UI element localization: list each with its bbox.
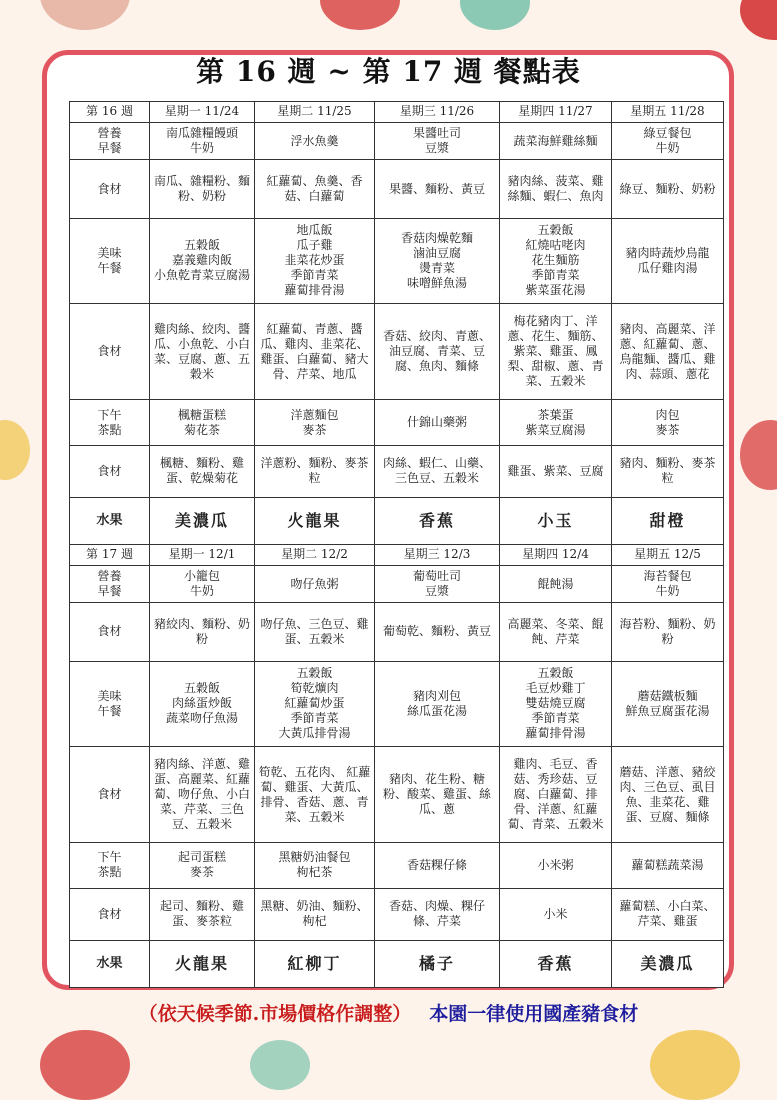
menu-cell: 豬肉絲、菠菜、雞絲麵、蝦仁、魚肉 (500, 160, 612, 218)
day-header: 星期五 11/28 (612, 102, 724, 123)
snack-row (70, 843, 724, 889)
ornament-decoration (650, 1030, 740, 1100)
menu-cell: 雞肉絲、絞肉、醬瓜、小魚乾、小白菜、豆腐、蔥、五穀米 (150, 304, 255, 400)
menu-cell: 黑糖奶油餐包 枸杞茶 (255, 843, 375, 889)
day-header: 星期二 11/25 (255, 102, 375, 123)
meal-table (69, 101, 724, 988)
domestic-pork-note: 本園一律使用國產豬食材 (429, 1003, 639, 1025)
menu-cell: 高麗菜、冬菜、餛飩、芹菜 (500, 603, 612, 661)
menu-cell: 洋蔥麵包 麥茶 (255, 400, 375, 446)
menu-cell: 豬肉絲、洋蔥、雞蛋、高麗菜、紅蘿蔔、吻仔魚、小白菜、芹菜、三色豆、五穀米 (150, 747, 255, 843)
row-label: 水果 (70, 498, 150, 545)
fruit-cell: 美濃瓜 (612, 940, 724, 987)
menu-cell: 雞蛋、紫菜、豆腐 (500, 445, 612, 497)
row-label: 下午 茶點 (70, 843, 150, 889)
menu-cell: 南瓜、雜糧粉、麵粉、奶粉 (150, 160, 255, 218)
menu-cell: 洋蔥粉、麵粉、麥茶粒 (255, 445, 375, 497)
menu-cell: 南瓜雜糧饅頭 牛奶 (150, 122, 255, 160)
menu-cell: 豬肉刈包 絲瓜蛋花湯 (375, 661, 500, 746)
breakfast-row (70, 122, 724, 160)
menu-cell: 蘑菇鐵板麵 鮮魚豆腐蛋花湯 (612, 661, 724, 746)
menu-cell: 紅蘿蔔、青蔥、醬瓜、雞肉、韭菜花、雞蛋、白蘿蔔、豬大骨、芹菜、地瓜 (255, 304, 375, 400)
menu-cell: 豬肉、麵粉、麥茶粒 (612, 445, 724, 497)
lunch-row (70, 218, 724, 303)
day-header: 星期三 12/3 (375, 544, 500, 565)
breakfast-ingredients-row (70, 160, 724, 218)
snack-ingredients-row (70, 445, 724, 497)
menu-cell: 蘿蔔糕蔬菜湯 (612, 843, 724, 889)
menu-cell: 五穀飯 肉絲蛋炒飯 蔬菜吻仔魚湯 (150, 661, 255, 746)
week-label: 第 16 週 (70, 102, 150, 123)
week16-header-row (70, 102, 724, 123)
day-header: 星期五 12/5 (612, 544, 724, 565)
menu-cell: 楓糖蛋糕 菊花茶 (150, 400, 255, 446)
menu-cell: 小米 (500, 888, 612, 940)
fruit-cell: 火龍果 (150, 940, 255, 987)
ornament-decoration (460, 0, 530, 30)
menu-cell: 豬肉、高麗菜、洋蔥、紅蘿蔔、蔥、烏龍麵、醬瓜、雞肉、蒜頭、蔥花 (612, 304, 724, 400)
menu-cell: 海苔粉、麵粉、奶粉 (612, 603, 724, 661)
fruit-cell: 甜橙 (612, 498, 724, 545)
fruit-cell: 香蕉 (375, 498, 500, 545)
ornament-decoration (250, 1040, 310, 1090)
row-label: 下午 茶點 (70, 400, 150, 446)
menu-cell: 豬絞肉、麵粉、奶粉 (150, 603, 255, 661)
menu-cell: 楓糖、麵粉、雞蛋、乾燥菊花 (150, 445, 255, 497)
row-label: 營養 早餐 (70, 565, 150, 603)
day-header: 星期二 12/2 (255, 544, 375, 565)
menu-cell: 什錦山藥粥 (375, 400, 500, 446)
day-header: 星期一 12/1 (150, 544, 255, 565)
fruit-row (70, 940, 724, 987)
menu-cell: 葡萄吐司 豆漿 (375, 565, 500, 603)
menu-cell: 綠豆餐包 牛奶 (612, 122, 724, 160)
menu-cell: 小籠包 牛奶 (150, 565, 255, 603)
ornament-decoration (320, 0, 400, 30)
menu-cell: 五穀飯 毛豆炒雞丁 雙菇燒豆腐 季節青菜 蘿蔔排骨湯 (500, 661, 612, 746)
menu-cell: 五穀飯 筍乾爌肉 紅蘿蔔炒蛋 季節青菜 大黃瓜排骨湯 (255, 661, 375, 746)
fruit-cell: 香蕉 (500, 940, 612, 987)
menu-cell: 小米粥 (500, 843, 612, 889)
menu-cell: 浮水魚羹 (255, 122, 375, 160)
menu-cell: 果醬、麵粉、黃豆 (375, 160, 500, 218)
row-label: 美味 午餐 (70, 218, 150, 303)
menu-cell: 蘿蔔糕、小白菜、芹菜、雞蛋 (612, 888, 724, 940)
fruit-cell: 紅柳丁 (255, 940, 375, 987)
menu-cell: 雞肉、毛豆、香菇、秀珍菇、豆腐、白蘿蔔、排骨、洋蔥、紅蘿蔔、青菜、五穀米 (500, 747, 612, 843)
ornament-decoration (40, 0, 130, 30)
footer (0, 999, 777, 1026)
row-label: 食材 (70, 304, 150, 400)
menu-cell: 蘑菇、洋蔥、豬絞肉、三色豆、虱目魚、韭菜花、雞蛋、豆腐、麵條 (612, 747, 724, 843)
ornament-decoration (740, 420, 777, 490)
menu-cell: 梅花豬肉丁、洋蔥、花生、麵筋、紫菜、雞蛋、鳳梨、甜椒、蔥、青菜、五穀米 (500, 304, 612, 400)
fruit-row (70, 498, 724, 545)
fruit-cell: 美濃瓜 (150, 498, 255, 545)
menu-cell: 五穀飯 嘉義雞肉飯 小魚乾青菜豆腐湯 (150, 218, 255, 303)
menu-cell: 吻仔魚、三色豆、雞蛋、五穀米 (255, 603, 375, 661)
lunch-row (70, 661, 724, 746)
menu-cell: 海苔餐包 牛奶 (612, 565, 724, 603)
menu-cell: 茶葉蛋 紫菜豆腐湯 (500, 400, 612, 446)
row-label: 食材 (70, 888, 150, 940)
day-header: 星期四 11/27 (500, 102, 612, 123)
page-title: 第 16 週 ~ 第 17 週 餐點表 (196, 55, 581, 88)
menu-cell: 地瓜飯 瓜子雞 韭菜花炒蛋 季節青菜 蘿蔔排骨湯 (255, 218, 375, 303)
menu-cell: 葡萄乾、麵粉、黃豆 (375, 603, 500, 661)
row-label: 美味 午餐 (70, 661, 150, 746)
fruit-cell: 橘子 (375, 940, 500, 987)
snack-row (70, 400, 724, 446)
menu-cell: 肉包 麥茶 (612, 400, 724, 446)
lunch-ingredients-row (70, 304, 724, 400)
menu-cell: 起司蛋糕 麥茶 (150, 843, 255, 889)
day-header: 星期三 11/26 (375, 102, 500, 123)
snack-ingredients-row (70, 888, 724, 940)
menu-cell: 紅蘿蔔、魚羹、香菇、白蘿蔔 (255, 160, 375, 218)
menu-cell: 肉絲、蝦仁、山藥、三色豆、五穀米 (375, 445, 500, 497)
fruit-cell: 小玉 (500, 498, 612, 545)
row-label: 食材 (70, 603, 150, 661)
menu-cell: 果醬吐司 豆漿 (375, 122, 500, 160)
fruit-cell: 火龍果 (255, 498, 375, 545)
menu-cell: 香菇、絞肉、青蔥、油豆腐、青菜、豆腐、魚肉、麵條 (375, 304, 500, 400)
row-label: 食材 (70, 160, 150, 218)
breakfast-row (70, 565, 724, 603)
row-label: 食材 (70, 747, 150, 843)
menu-cell: 豬肉時蔬炒烏龍 瓜仔雞肉湯 (612, 218, 724, 303)
menu-cell: 吻仔魚粥 (255, 565, 375, 603)
ornament-decoration (0, 420, 30, 480)
breakfast-ingredients-row (70, 603, 724, 661)
week-label: 第 17 週 (70, 544, 150, 565)
ornament-decoration (40, 1030, 130, 1100)
menu-cell: 餛飩湯 (500, 565, 612, 603)
menu-cell: 黑糖、奶油、麵粉、枸杞 (255, 888, 375, 940)
menu-cell: 豬肉、花生粉、糖粉、酸菜、雞蛋、絲瓜、蔥 (375, 747, 500, 843)
menu-cell: 筍乾、五花肉、 紅蘿蔔、雞蛋、大黃瓜、排骨、香菇、蔥、青菜、五穀米 (255, 747, 375, 843)
menu-cell: 綠豆、麵粉、奶粉 (612, 160, 724, 218)
menu-cell: 香菇肉燥乾麵 滷油豆腐 燙青菜 味噌鮮魚湯 (375, 218, 500, 303)
menu-cell: 香菇、肉燥、粿仔條、芹菜 (375, 888, 500, 940)
day-header: 星期一 11/24 (150, 102, 255, 123)
menu-cell: 五穀飯 紅燒咕咾肉 花生麵筋 季節青菜 紫菜蛋花湯 (500, 218, 612, 303)
menu-cell: 蔬菜海鮮雞絲麵 (500, 122, 612, 160)
price-adjust-note: （依天候季節.市場價格作調整） (138, 1003, 412, 1025)
lunch-ingredients-row (70, 747, 724, 843)
day-header: 星期四 12/4 (500, 544, 612, 565)
row-label: 水果 (70, 940, 150, 987)
week17-header-row (70, 544, 724, 565)
menu-cell: 起司、麵粉、雞蛋、麥茶粒 (150, 888, 255, 940)
menu-cell: 香菇粿仔條 (375, 843, 500, 889)
row-label: 食材 (70, 445, 150, 497)
row-label: 營養 早餐 (70, 122, 150, 160)
ornament-decoration (740, 0, 777, 40)
